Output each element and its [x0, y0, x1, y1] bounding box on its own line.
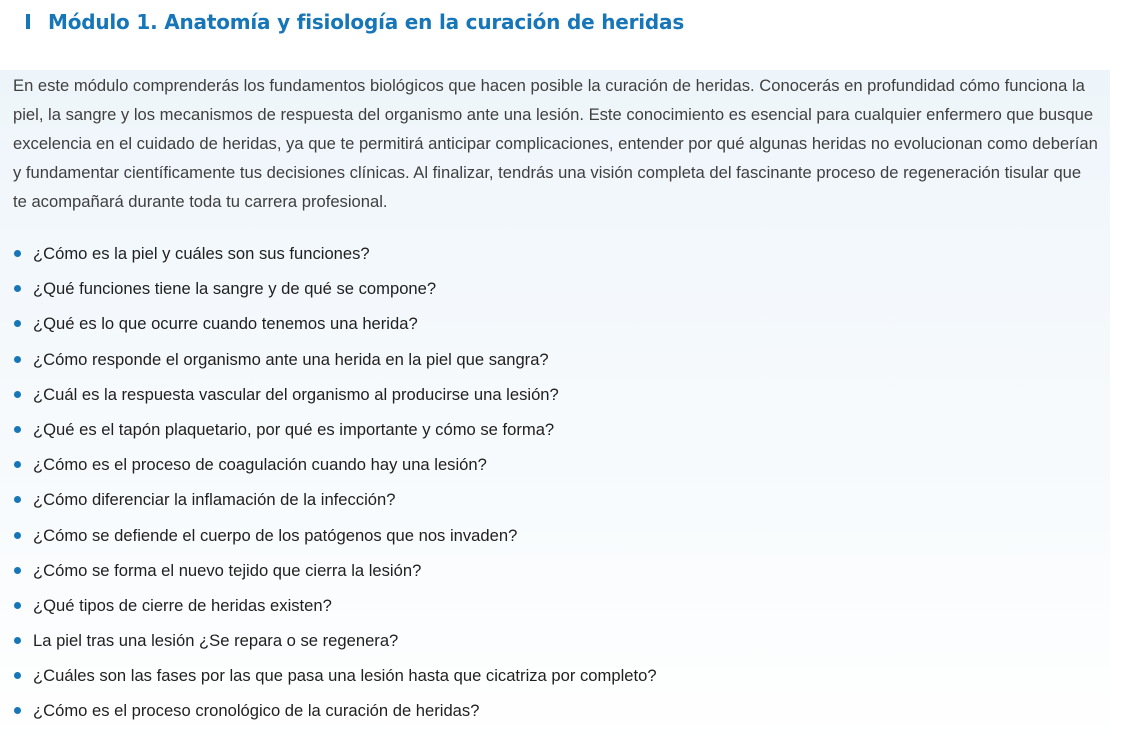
- module-description: En este módulo comprenderás los fundamentos biológicos que hacen posible la curación de heridas. Conocerás en profundidad cómo funciona la piel, la sangre y los mecanismos de respuesta del organismo ante una lesión. Este conocimiento es esencial para cualquier enfermero que busque excelencia en el cuidado de heridas, ya que te permitirá anticipar complicaciones, entender por qué algunas heridas no evolucionan como deberían y fundamentar científicamente tus decisiones clínicas. Al finalizar, tendrás una visión completa del fascinante proceso de regeneración tisular que te acompañará durante toda tu carrera profesional.: [13, 76, 1098, 211]
- list-item-text: ¿Cómo es el proceso cronológico de la curación de heridas?: [33, 701, 480, 721]
- bullet-icon: [14, 461, 21, 468]
- list-item-text: ¿Cuáles son las fases por las que pasa una lesión hasta que cicatriza por completo?: [33, 666, 657, 686]
- list-item-text: ¿Cómo es la piel y cuáles son sus funciones?: [33, 244, 370, 263]
- list-item: [0, 693, 657, 728]
- list-item-text: ¿Cómo diferenciar la inflamación de la infección?: [33, 490, 396, 510]
- list-item: [0, 588, 657, 623]
- list-item: [0, 342, 657, 377]
- list-item-text: ¿Cómo responde el organismo ante una herida en la piel que sangra?: [33, 349, 549, 369]
- list-item-text: ¿Qué es lo que ocurre cuando tenemos una herida?: [33, 314, 418, 334]
- list-item: [0, 271, 657, 306]
- module-header: [0, 0, 1123, 70]
- list-item-text: ¿Cuál es la respuesta vascular del organismo al producirse una lesión?: [33, 384, 559, 404]
- bullet-icon: [14, 391, 21, 398]
- bullet-icon: [14, 567, 21, 574]
- bullet-icon: [14, 356, 21, 363]
- topics-list: [0, 236, 657, 729]
- list-item: [0, 447, 657, 482]
- list-item: [0, 518, 657, 553]
- list-item: [0, 623, 657, 658]
- module-content-panel: [0, 70, 1110, 747]
- list-item-text: ¿Cómo se defiende el cuerpo de los patógenos que nos invaden?: [33, 525, 518, 545]
- list-item-text: ¿Cómo se forma el nuevo tejido que cierra la lesión?: [33, 560, 422, 580]
- list-item-text: ¿Cómo es el proceso de coagulación cuando hay una lesión?: [33, 455, 487, 475]
- bullet-icon: [14, 496, 21, 503]
- list-item-text: ¿Qué es el tapón plaquetario, por qué es importante y cómo se forma?: [33, 419, 555, 439]
- bullet-icon: [14, 426, 21, 433]
- bullet-icon: [14, 250, 21, 257]
- list-item-text: ¿Qué funciones tiene la sangre y de qué se compone?: [33, 279, 437, 299]
- list-item: [0, 377, 657, 412]
- bullet-icon: [14, 707, 21, 714]
- bullet-icon: [14, 672, 21, 679]
- list-item: [0, 236, 657, 271]
- bullet-icon: [14, 602, 21, 609]
- list-item: [0, 412, 657, 447]
- bullet-icon: [14, 320, 21, 327]
- bullet-icon: [14, 637, 21, 644]
- bullet-icon: [14, 532, 21, 539]
- list-item: [0, 482, 657, 517]
- list-item-text: ¿Qué tipos de cierre de heridas existen?: [33, 595, 332, 615]
- bullet-icon: [14, 285, 21, 292]
- list-item-text: La piel tras una lesión ¿Se repara o se regenera?: [33, 631, 399, 651]
- title-accent-bar: [26, 14, 30, 29]
- list-item: [0, 306, 657, 341]
- module-title: Módulo 1. Anatomía y fisiología en la curación de heridas: [48, 10, 685, 34]
- list-item: [0, 658, 657, 693]
- list-item: [0, 553, 657, 588]
